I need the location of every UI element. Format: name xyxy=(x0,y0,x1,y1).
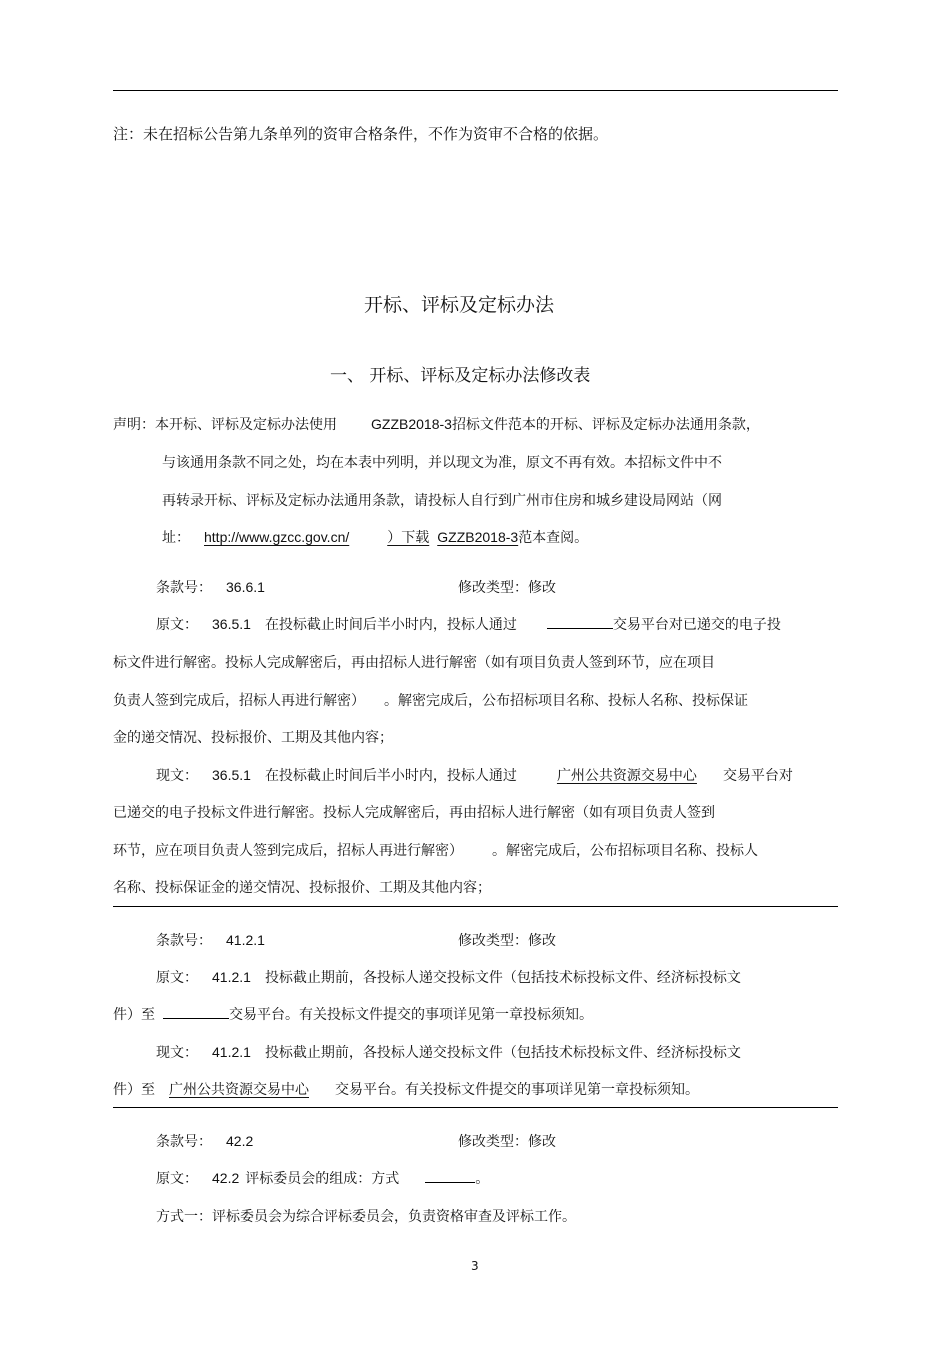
orig-text-cont: 交易平台。有关投标文件提交的事项详见第一章投标须知。 xyxy=(229,1007,593,1023)
clause-no-label: 条款号： xyxy=(156,933,212,949)
clause-1-cur-line-2: 已递交的电子投标文件进行解密。投标人完成解密后，再由招标人进行解密（如有项目负责人签到 xyxy=(113,805,715,821)
orig-text-cont: 交易平台对已递交的电子投 xyxy=(612,617,781,633)
blank-field xyxy=(163,1004,229,1019)
cur-text-cont: 交易平台。有关投标文件提交的事项详见第一章投标须知。 xyxy=(335,1082,699,1098)
cur-label: 现文： xyxy=(156,768,198,784)
template-code-2: GZZB2018-3 xyxy=(437,529,519,545)
modify-type-label: 修改类型： xyxy=(458,580,528,596)
clause-2-type xyxy=(458,930,556,950)
clause-2-orig-line-1 xyxy=(156,967,741,987)
clause-1-type xyxy=(458,577,556,597)
statement-line-1 xyxy=(113,414,760,434)
clause-1-cur-line-4: 名称、投标保证金的递交情况、投标报价、工期及其他内容； xyxy=(113,880,491,896)
statement-line-3: 再转录开标、评标及定标办法通用条款，请投标人自行到广州市住房和城乡建设局网站（网 xyxy=(162,493,722,509)
template-code: GZZB2018-3 xyxy=(371,416,452,432)
platform-name: 广州公共资源交易中心 xyxy=(169,1082,309,1098)
orig-text: 负责人签到完成后，招标人再进行解密） xyxy=(113,693,358,709)
modify-type: 修改 xyxy=(528,580,556,596)
clause-3-type xyxy=(458,1131,556,1151)
blank-field xyxy=(425,1168,475,1183)
blank-field xyxy=(547,614,613,629)
statement-label: 声明：本开标、评标及定标办法使用 xyxy=(113,417,337,433)
orig-label: 原文： xyxy=(156,617,198,633)
clause-2-header xyxy=(156,930,265,950)
statement-line-2: 与该通用条款不同之处，均在本表中列明，并以现文为准，原文不再有效。本招标文件中不 xyxy=(162,455,722,471)
section-title: 开标、评标及定标办法 xyxy=(364,294,555,316)
clause-1-orig-line-2: 标文件进行解密。投标人完成解密后，再由招标人进行解密（如有项目负责人签到环节，应在项目 xyxy=(113,655,715,671)
cur-clause-no: 41.2.1 xyxy=(212,1044,251,1060)
top-divider xyxy=(113,90,838,91)
orig-text: 在投标截止时间后半小时内，投标人通过 xyxy=(264,617,517,633)
orig-text-cont: 。 xyxy=(475,1171,490,1187)
clause-1-header xyxy=(156,577,265,597)
cur-text-cont: 交易平台对 xyxy=(722,768,793,784)
cur-text: 投标截止期前，各投标人递交投标文件（包括技术标投标文件、经济标投标文 xyxy=(264,1045,741,1061)
cur-text: 在投标截止时间后半小时内，投标人通过 xyxy=(264,768,517,784)
modify-type: 修改 xyxy=(528,1134,556,1150)
orig-clause-no: 41.2.1 xyxy=(212,969,251,985)
clause-no: 41.2.1 xyxy=(226,932,265,948)
orig-text-cont: 。解密完成后，公布招标项目名称、投标人名称、投标保证 xyxy=(384,693,748,709)
clause-divider xyxy=(113,1107,838,1108)
modify-type-label: 修改类型： xyxy=(458,1134,528,1150)
clause-3-orig-line-1 xyxy=(156,1168,489,1188)
clause-2-cur-line-1 xyxy=(156,1042,741,1062)
clause-divider xyxy=(113,906,838,907)
clause-1-cur-line-1 xyxy=(156,765,793,785)
clause-no-label: 条款号： xyxy=(156,580,212,596)
statement-end: 范本查阅。 xyxy=(518,530,589,546)
orig-label: 原文： xyxy=(156,1171,198,1187)
statement-text: 招标文件范本的开标、评标及定标办法通用条款， xyxy=(451,417,760,433)
cur-text: 环节，应在项目负责人签到完成后，招标人再进行解密） xyxy=(113,843,456,859)
clause-1-orig-line-1 xyxy=(156,614,781,634)
cur-text: 件）至 xyxy=(113,1082,155,1098)
clause-2-cur-line-2 xyxy=(113,1079,699,1099)
platform-name: 广州公共资源交易中心 xyxy=(556,768,697,784)
statement-line-4 xyxy=(162,527,588,547)
orig-clause-no: 36.5.1 xyxy=(212,616,251,632)
orig-text: 投标截止期前，各投标人递交投标文件（包括技术标投标文件、经济标投标文 xyxy=(264,970,741,986)
modify-type-label: 修改类型： xyxy=(458,933,528,949)
clause-1-orig-line-3 xyxy=(113,690,748,710)
orig-text: 评标委员会的组成：方式 xyxy=(245,1171,400,1187)
page-number: 3 xyxy=(471,1259,479,1273)
clause-no: 42.2 xyxy=(226,1133,254,1149)
modify-type: 修改 xyxy=(528,933,556,949)
download-text: ）下载 xyxy=(387,530,430,546)
orig-clause-no: 42.2 xyxy=(212,1170,240,1186)
orig-label: 原文： xyxy=(156,970,198,986)
clause-1-orig-line-4: 金的递交情况、投标报价、工期及其他内容； xyxy=(113,730,393,746)
clause-3-method-1: 方式一：评标委员会为综合评标委员会，负责资格审查及评标工作。 xyxy=(156,1209,576,1225)
website-link[interactable]: http://www.gzcc.gov.cn/ xyxy=(204,529,350,545)
clause-no-label: 条款号： xyxy=(156,1134,212,1150)
note-text: 注：未在招标公告第九条单列的资审合格条件，不作为资审不合格的依据。 xyxy=(113,125,609,143)
url-label: 址： xyxy=(162,530,190,546)
clause-3-header xyxy=(156,1131,253,1151)
clause-no: 36.6.1 xyxy=(226,579,265,595)
cur-clause-no: 36.5.1 xyxy=(212,767,251,783)
orig-text: 件）至 xyxy=(113,1007,155,1023)
clause-2-orig-line-2 xyxy=(113,1004,593,1024)
clause-1-cur-line-3 xyxy=(113,840,758,860)
subsection-title: 一、 开标、评标及定标办法修改表 xyxy=(330,366,591,386)
cur-text-cont: 。解密完成后，公布招标项目名称、投标人 xyxy=(492,843,758,859)
cur-label: 现文： xyxy=(156,1045,198,1061)
